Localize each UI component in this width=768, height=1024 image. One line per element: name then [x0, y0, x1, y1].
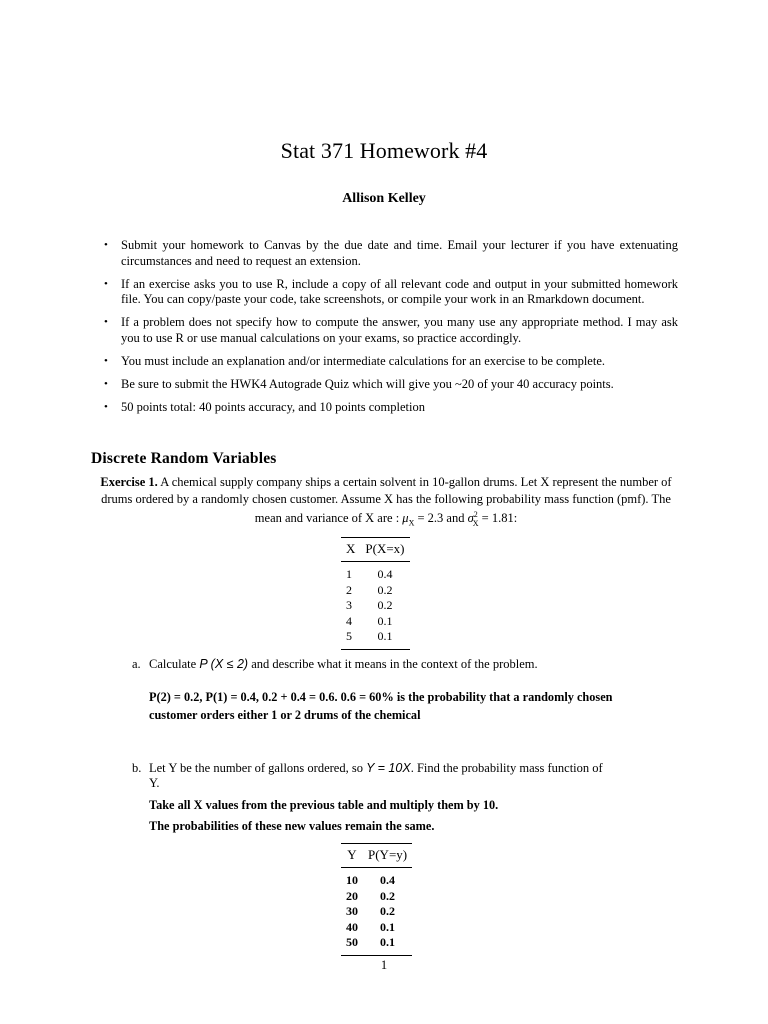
page-title: Stat 371 Homework #4	[280, 138, 488, 163]
table-row	[341, 868, 412, 889]
page-number: 1	[380, 958, 388, 972]
table-cell: 0.4	[377, 567, 393, 581]
exercise-intro	[91, 474, 681, 532]
instruction-item: • Submit your homework to Canvas by the due date and time. Email your lecturer if you have extenuating circumstances and need to request an extension.	[104, 238, 678, 269]
table-row	[341, 889, 412, 905]
table-row	[341, 562, 410, 583]
table-cell: 0.1	[377, 613, 393, 628]
sigma-subscript: X	[472, 518, 479, 528]
instruction-item: • If an exercise asks you to use R, include a copy of all relevant code and output in your submitted homework file. You can copy/paste your code, take screenshots, or compile your work in an Rmarkdown document.	[104, 277, 678, 308]
table-cell: 2	[346, 582, 352, 597]
table-cell: 3	[346, 598, 352, 612]
table-header: Y	[341, 844, 363, 868]
pmf-table-x	[341, 537, 410, 650]
table-cell: 0.1	[360, 629, 409, 649]
mu-symbol: μ	[402, 511, 409, 526]
table-cell: 0.2	[377, 598, 393, 612]
mu-value: = 2.3 and	[414, 511, 468, 526]
exercise-label: Exercise 1.	[100, 475, 158, 489]
exercise-text: A chemical supply company ships a certain solvent in 10-gallon drums. Let X represent the number of drums ordered by a randomly chosen customer. Assume X has the following probability mass function (pmf). The mean and variance of X are :	[101, 475, 672, 526]
table-cell: 0.2	[380, 888, 396, 903]
part-b-question-line2: Y.	[149, 776, 160, 790]
mu-subscript: X	[408, 518, 415, 528]
table-cell: 0.1	[380, 919, 396, 934]
table-cell: 0.2	[380, 904, 396, 918]
part-b-answer-line: The probabilities of these new values remain the same.	[149, 819, 435, 833]
table-row	[341, 614, 410, 630]
part-a-label: a.	[132, 657, 141, 671]
table-cell: 20	[346, 888, 358, 903]
table-row	[341, 904, 412, 920]
table-cell: 10	[346, 873, 358, 887]
table-row	[341, 583, 410, 599]
instruction-item: • If a problem does not specify how to compute the answer, you many use any appropriate method. I may ask you to use R or use manual calculations on your exams, so practice accordingly.	[104, 315, 678, 346]
instruction-item: • Be sure to submit the HWK4 Autograde Quiz which will give you ~20 of your 40 accuracy points.	[104, 377, 678, 393]
table-cell: 0.2	[377, 582, 393, 597]
table-cell: 1	[346, 567, 352, 581]
author-name: Allison Kelley	[342, 191, 426, 206]
table-cell: 0.4	[380, 873, 396, 887]
part-b-expression: Y = 10X	[366, 761, 411, 775]
table-row	[341, 598, 410, 614]
table-header: P(X=x)	[360, 538, 409, 562]
sigma-superscript: 2	[473, 510, 478, 519]
table-cell: 40	[346, 919, 358, 934]
part-a-text: Calculate	[149, 657, 200, 671]
part-a-question	[149, 657, 689, 672]
table-row	[341, 935, 412, 955]
instruction-item: • 50 points total: 40 points accuracy, and 10 points completion	[104, 400, 678, 416]
table-cell: 4	[346, 613, 352, 628]
part-a-expression: P (X ≤ 2)	[199, 657, 249, 671]
part-b-text-end: . Find the probability mass function of	[410, 761, 603, 775]
instructions-list	[104, 238, 678, 423]
part-b-label: b.	[132, 761, 142, 775]
table-cell: 5	[341, 629, 360, 649]
sigma-symbol: σ	[467, 511, 474, 526]
table-cell: 30	[346, 904, 358, 918]
pmf-table-y	[341, 843, 412, 956]
table-header: X	[341, 538, 360, 562]
sigma-value: = 1.81:	[478, 511, 518, 526]
part-b-question	[149, 761, 689, 776]
table-row	[341, 920, 412, 936]
part-a-text-end: and describe what it means in the context of the problem.	[248, 657, 538, 671]
table-row	[341, 629, 410, 649]
part-b-answer-line: Take all X values from the previous table and multiply them by 10.	[149, 798, 499, 812]
part-b-text: Let Y be the number of gallons ordered, so	[149, 761, 367, 775]
table-header: P(Y=y)	[363, 844, 412, 868]
table-cell: 0.1	[363, 935, 412, 955]
part-a-answer-line: customer orders either 1 or 2 drums of the chemical	[149, 708, 421, 722]
sigma-symbol-group	[468, 507, 479, 532]
instruction-item: • You must include an explanation and/or intermediate calculations for an exercise to be complete.	[104, 354, 678, 370]
part-a-answer-line: P(2) = 0.2, P(1) = 0.4, 0.2 + 0.4 = 0.6. 0.6 = 60% is the probability that a randomly chosen	[149, 690, 613, 704]
table-cell: 50	[341, 935, 363, 955]
section-heading: Discrete Random Variables	[91, 450, 277, 467]
